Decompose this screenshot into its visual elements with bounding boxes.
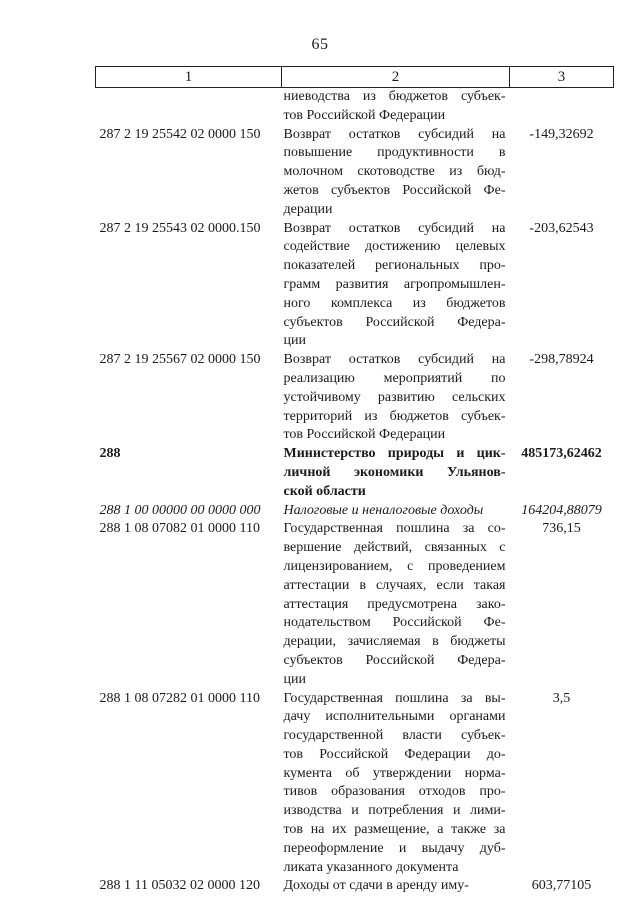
row-name: [282, 220, 510, 352]
row-name: [282, 445, 510, 501]
row-code: 287 2 19 25542 02 0000 150: [99, 126, 261, 142]
row-name-line: тивов образования отходов про-: [283, 784, 506, 800]
row-name-line: аттестация предусмотрена зако-: [283, 596, 506, 612]
row-name-line: ного комплекса из бюджетов: [283, 295, 506, 311]
row-name-line: ской области: [283, 483, 366, 499]
row-name-line: государственной власти субъек-: [283, 728, 506, 744]
row-name-line: дачу исполнительными органами: [283, 709, 506, 725]
column-header-name: 2: [282, 67, 510, 88]
row-name-line: ниеводства из бюджетов субъек-: [283, 89, 506, 104]
row-name-line: личной экономики Ульянов-: [283, 464, 506, 480]
row-name-line: ции: [283, 333, 306, 349]
row-name-line: Налоговые и неналоговые доходы: [283, 502, 484, 518]
table-row: [96, 351, 614, 445]
row-code: 288 1 08 07282 01 0000 110: [99, 690, 260, 706]
row-amount: 736,15: [542, 521, 581, 537]
row-code: 287 2 19 25567 02 0000 150: [99, 352, 261, 368]
row-name-line: Возврат остатков субсидий на: [283, 126, 506, 142]
column-header-amount: 3: [510, 67, 614, 88]
row-name-line: повышение продуктивности в: [283, 145, 506, 161]
row-name: [282, 690, 510, 878]
row-name-line: тов Российской Федерации: [283, 107, 446, 123]
row-name-line: кумента об утверждении норма-: [283, 765, 506, 781]
row-name-line: дерации, зачисляемая в бюджеты: [283, 634, 506, 650]
row-amount: [510, 88, 614, 126]
row-amount: 3,5: [552, 690, 571, 706]
row-name-line: реализацию мероприятий по: [283, 370, 506, 386]
row-amount: 164204,88079: [521, 502, 602, 518]
table-row: [96, 877, 614, 896]
row-amount: -203,62543: [529, 220, 594, 236]
row-name-line: показателей региональных про-: [283, 258, 506, 274]
table-row: [96, 220, 614, 352]
row-amount: -298,78924: [529, 352, 594, 368]
row-name-line: Государственная пошлина за вы-: [283, 690, 506, 706]
row-name: [282, 877, 510, 896]
row-amount: 485173,62462: [521, 446, 602, 462]
row-name-line: Доходы от сдачи в аренду иму-: [283, 878, 469, 894]
table-row: [96, 690, 614, 878]
row-code: 288 1 11 05032 02 0000 120: [99, 878, 260, 894]
row-name-line: субъектов Российской Федера-: [283, 314, 506, 330]
row-amount: 603,77105: [531, 878, 592, 894]
row-name: [282, 88, 510, 126]
row-name-line: дерации: [283, 201, 333, 217]
row-code: 287 2 19 25543 02 0000.150: [99, 220, 261, 236]
row-name-line: нодательством Российской Фе-: [283, 615, 506, 631]
row-code: 288 1 00 00000 00 0000 000: [99, 502, 261, 518]
budget-table: [95, 66, 614, 896]
table-row: [96, 126, 614, 220]
row-name-line: лицензированием, с проведением: [283, 558, 506, 574]
row-name: [282, 520, 510, 689]
row-amount: -149,32692: [529, 126, 594, 142]
row-name-line: аттестации в случаях, если такая: [283, 577, 506, 593]
row-name-line: Возврат остатков субсидий на: [283, 352, 506, 368]
row-name-line: содействие достижению целевых: [283, 239, 506, 255]
row-code: 288 1 08 07082 01 0000 110: [99, 521, 260, 537]
row-name-line: ликата указанного документа: [283, 859, 459, 875]
table-row: [96, 88, 614, 126]
table-row: [96, 520, 614, 689]
row-name-line: Государственная пошлина за со-: [283, 521, 506, 537]
row-name-line: тов Российской Федерации до-: [283, 746, 506, 762]
row-name-line: ции: [283, 671, 306, 687]
row-name: [282, 351, 510, 445]
row-name-line: тов Российской Федерации: [283, 427, 446, 443]
row-name-line: жетов субъектов Российской Фе-: [283, 182, 506, 198]
table-row: [96, 502, 614, 521]
row-name-line: переоформление и выдачу дуб-: [283, 840, 506, 856]
row-code: [96, 88, 282, 126]
table-header-row: [96, 67, 614, 88]
row-name-line: вершение действий, связанных с: [283, 540, 506, 556]
page-number: 65: [311, 36, 329, 53]
table-row: [96, 445, 614, 501]
row-name-line: изводства и потребления и лими-: [283, 803, 506, 819]
row-name-line: субъектов Российской Федера-: [283, 652, 506, 668]
row-name-line: Министерство природы и цик-: [283, 446, 506, 462]
row-name-line: грамм развития агропромышлен-: [283, 276, 506, 292]
row-code: 288: [99, 446, 121, 462]
column-header-code: 1: [96, 67, 282, 88]
row-name-line: молочном скотоводстве из бюд-: [283, 164, 506, 180]
row-name-line: Возврат остатков субсидий на: [283, 220, 506, 236]
row-name: [282, 126, 510, 220]
row-name: [282, 502, 510, 521]
row-name-line: территорий из бюджетов субъек-: [283, 408, 506, 424]
row-name-line: тов на их размещение, а также за: [283, 822, 506, 838]
row-name-line: устойчивому развитию сельских: [283, 389, 506, 405]
